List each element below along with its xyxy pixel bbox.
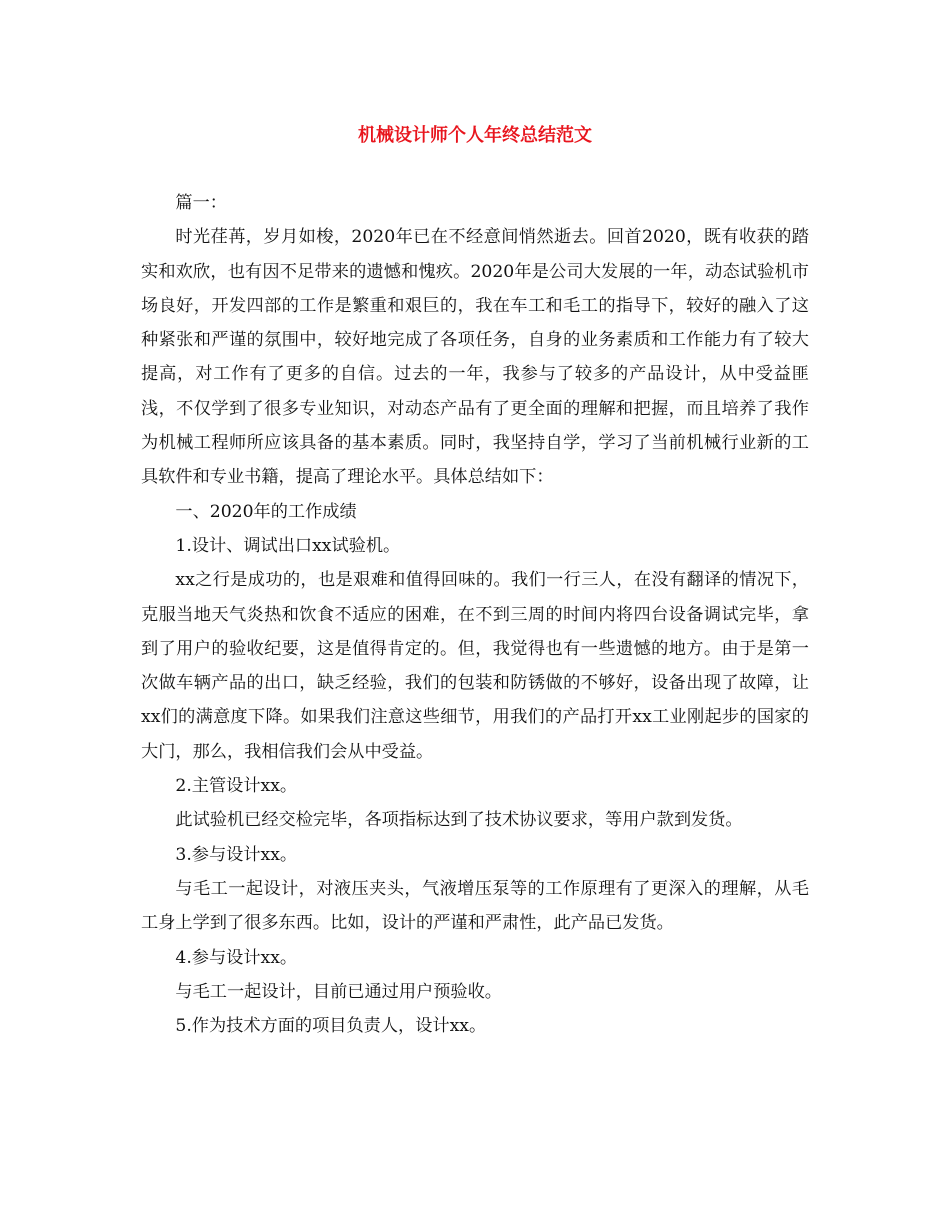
- document-title: 机械设计师个人年终总结范文: [358, 125, 592, 146]
- item-body-3: 与毛工一起设计，对液压夹头，气液增压泵等的工作原理有了更深入的理解，从毛工身上学到了很多东西。比如，设计的严谨和严肃性，此产品已发货。: [141, 878, 809, 934]
- heading-work-achievements: 一、2020年的工作成绩: [175, 501, 357, 522]
- item-heading-5: 5.作为技术方面的项目负责人，设计xx。: [175, 1016, 487, 1037]
- item-body-4: 与毛工一起设计，目前已通过用户预验收。: [175, 981, 502, 1002]
- item-body-1: xx之行是成功的，也是艰难和值得回味的。我们一行三人，在没有翻译的情况下，克服当地天气炎热和饮食不适应的困难，在不到三周的时间内将四台设备调试完毕，拿到了用户的验收纪要，这是值得肯定的。但，我觉得也有一些遗憾的地方。由于是第一次做车辆产品的出口，缺乏经验，我们的包装和防锈做的不够好，设备出现了故障，让xx们的满意度下降。如果我们注意这些细节，用我们的产品打开xx工业刚起步的国家的大门，那么，我相信我们会从中受益。: [141, 570, 809, 762]
- item-heading-4: 4.参与设计xx。: [175, 947, 298, 968]
- item-heading-2: 2.主管设计xx。: [175, 776, 298, 797]
- document-body: [141, 186, 809, 1043]
- item-heading-1: 1.设计、调试出口xx试验机。: [175, 535, 401, 556]
- paragraph-intro: 时光荏苒，岁月如梭，2020年已在不经意间悄然逝去。回首2020，既有收获的踏实和欢欣，也有因不足带来的遗憾和愧疚。2020年是公司大发展的一年，动态试验机市场良好，开发四部的工作是繁重和艰巨的，我在车工和毛工的指导下，较好的融入了这种紧张和严谨的氛围中，较好地完成了各项任务，自身的业务素质和工作能力有了较大提高，对工作有了更多的自信。过去的一年，我参与了较多的产品设计，从中受益匪浅，不仅学到了很多专业知识，对动态产品有了更全面的理解和把握，而且培养了我作为机械工程师所应该具备的基本素质。同时，我坚持自学，学习了当前机械行业新的工具软件和专业书籍，提高了理论水平。具体总结如下：: [141, 227, 809, 488]
- item-body-2: 此试验机已经交检完毕，各项指标达到了技术协议要求，等用户款到发货。: [175, 810, 743, 831]
- paragraph-section-label: 篇一：: [175, 193, 227, 213]
- item-heading-3: 3.参与设计xx。: [175, 844, 298, 865]
